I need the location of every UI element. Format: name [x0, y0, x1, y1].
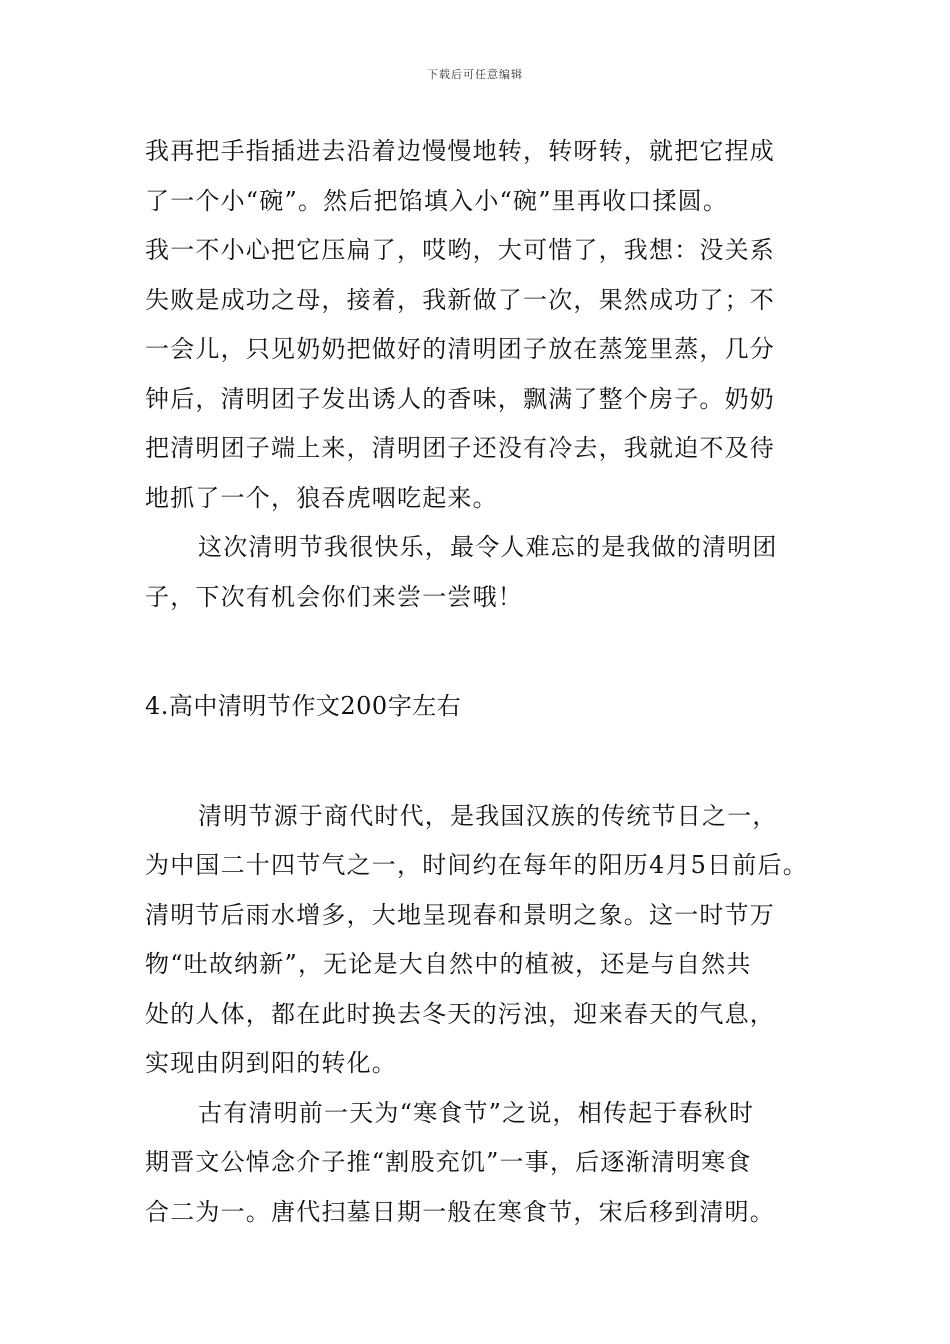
text-line: 地抓了一个，狼吞虎咽吃起来。 — [145, 483, 498, 512]
page-header-note: 下载后可任意编辑 — [427, 68, 523, 81]
text-line: 古有清明前一天为“寒食节”之说，相传起于春秋时 — [198, 1098, 755, 1127]
text-line: 这次清明节我很快乐，最令人难忘的是我做的清明团 — [198, 533, 778, 561]
text-line: 我再把手指插进去沿着边慢慢地转，转呀转，就把它捏成 — [145, 137, 775, 165]
text-line: 清明节后雨水增多，大地呈现春和景明之象。这一时节万 — [145, 900, 775, 929]
text-line: 清明节源于商代时代，是我国汉族的传统节日之一， — [198, 801, 778, 830]
document-body — [145, 127, 825, 1237]
text-line: 一会儿，只见奶奶把做好的清明团子放在蒸笼里蒸，几分 — [145, 335, 775, 363]
text-line: 物“吐故纳新”，无论是大自然中的植被，还是与自然共 — [145, 950, 752, 978]
text-line: 期晋文公悼念介子推“割股充饥”一事，后逐渐清明寒食 — [145, 1148, 752, 1176]
spacer — [145, 622, 825, 682]
paragraph-2 — [145, 523, 825, 622]
paragraph-4 — [145, 1089, 825, 1238]
paragraph-1 — [145, 127, 825, 523]
text-line: 把清明团子端上来，清明团子还没有冷去，我就迫不及待 — [145, 434, 775, 462]
text-line: 了一个小“碗”。然后把馅填入小“碗”里再收口揉圆。 — [145, 186, 729, 215]
text-line: 处的人体，都在此时换去冬天的污浊，迎来春天的气息， — [145, 999, 775, 1028]
text-line: 我一不小心把它压扁了，哎哟，大可惜了，我想：没关系 — [145, 236, 775, 264]
section-heading: 4.高中清明节作文200字左右 — [145, 692, 462, 720]
text-line: 合二为一。唐代扫墓日期一般在寒食节，宋后移到清明。 — [145, 1197, 775, 1226]
text-line: 为中国二十四节气之一，时间约在每年的阳历4月5日前后。 — [145, 851, 808, 879]
text-line: 失败是成功之母，接着，我新做了一次，果然成功了；不 — [145, 285, 775, 314]
text-line: 子，下次有机会你们来尝一尝哦！ — [145, 582, 523, 611]
paragraph-3 — [145, 792, 825, 1089]
text-line: 实现由阴到阳的转化。 — [145, 1049, 397, 1077]
text-line: 钟后，清明团子发出诱人的香味，飘满了整个房子。奶奶 — [145, 384, 775, 413]
spacer — [145, 732, 825, 792]
